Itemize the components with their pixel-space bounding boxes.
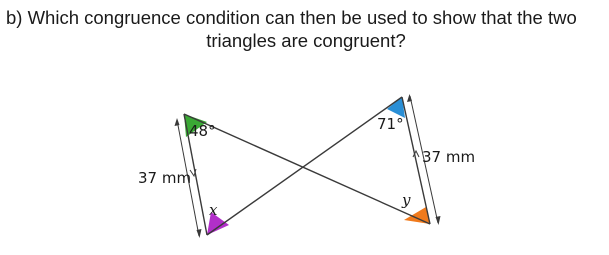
left-top-angle-label: 48° bbox=[189, 122, 216, 140]
right-bottom-angle-label: y bbox=[402, 191, 411, 209]
crossing-line-bottom-left-to-top-right bbox=[207, 97, 402, 235]
left-bottom-angle-label: x bbox=[209, 201, 218, 219]
question-line-2: triangles are congruent? bbox=[206, 30, 406, 51]
right-top-angle-label: 71° bbox=[377, 115, 404, 133]
question-line-1: b) Which congruence condition can then be used to show that the two bbox=[6, 7, 577, 28]
left-side-length-label: 37 mm bbox=[138, 169, 192, 187]
right-side-length-label: 37 mm bbox=[422, 148, 476, 166]
